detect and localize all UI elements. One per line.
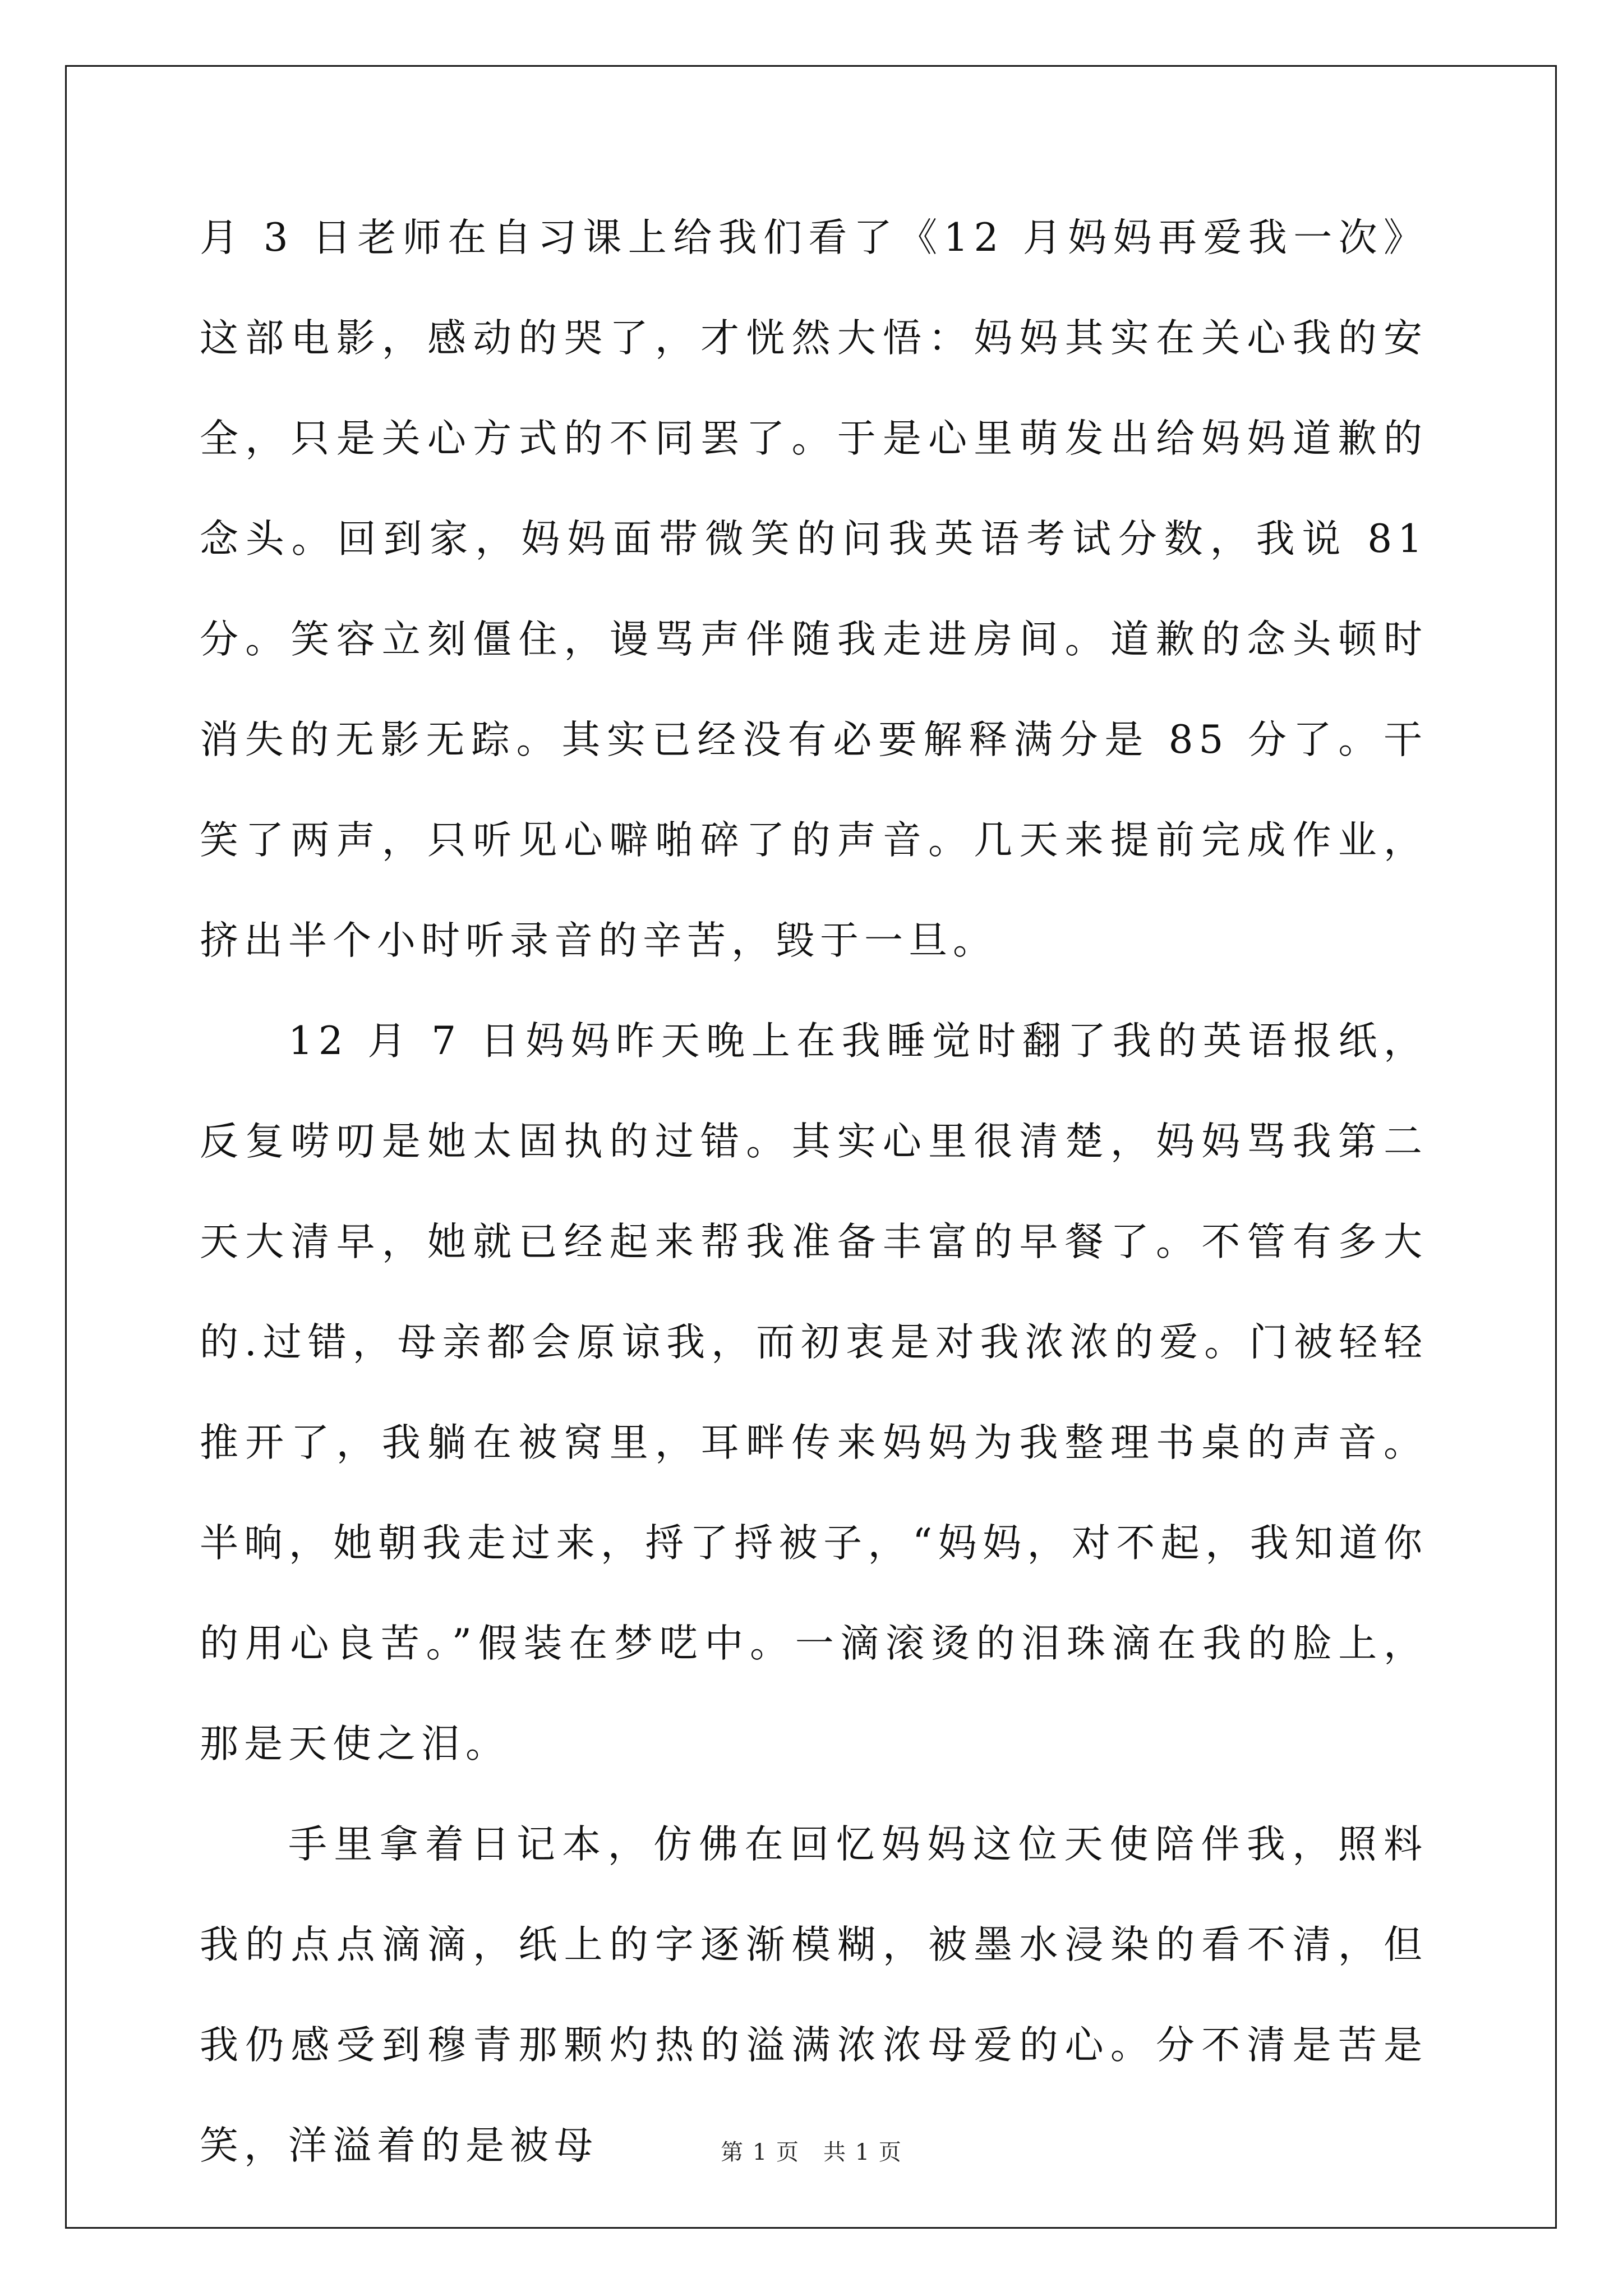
document-body (200, 188, 1428, 2196)
page-footer: 第 1 页 共 1 页 (721, 2139, 902, 2165)
paragraph-2: 12 月 7 日妈妈昨天晚上在我睡觉时翻了我的英语报纸，反复唠叨是她太固执的过错。其实心里很清楚，妈妈骂我第二天大清早，她就已经起来帮我准备丰富的早餐了。不管有多大的.过错，母亲都会原谅我，而初衷是对我浓浓的爱。门被轻轻推开了，我躺在被窝里，耳畔传来妈妈为我整理书桌的声音。半晌，她朝我走过来，捋了捋被子，“妈妈，对不起，我知道你的用心良苦。”假装在梦呓中。一滴滚烫的泪珠滴在我的脸上，那是天使之泪。 (200, 1019, 1428, 1766)
paragraph-3: 手里拿着日记本，仿佛在回忆妈妈这位天使陪伴我，照料我的点点滴滴，纸上的字逐渐模糊，被墨水浸染的看不清，但我仍感受到穆青那颗灼热的溢满浓浓母爱的心。分不清是苦是笑，洋溢着的是被母 (200, 1822, 1428, 2168)
paragraph-1: 月 3 日老师在自习课上给我们看了《12 月妈妈再爱我一次》这部电影，感动的哭了，才恍然大悟：妈妈其实在关心我的安全，只是关心方式的不同罢了。于是心里萌发出给妈妈道歉的念头。回到家，妈妈面带微笑的问我英语考试分数，我说 81 分。笑容立刻僵住，谩骂声伴随我走进房间。道歉的念头顿时消失的无影无踪。其实已经没有必要解释满分是 85 分了。干笑了两声，只听见心噼啪碎了的声音。几天来提前完成作业，挤出半个小时听录音的辛苦，毁于一旦。 (200, 215, 1428, 963)
